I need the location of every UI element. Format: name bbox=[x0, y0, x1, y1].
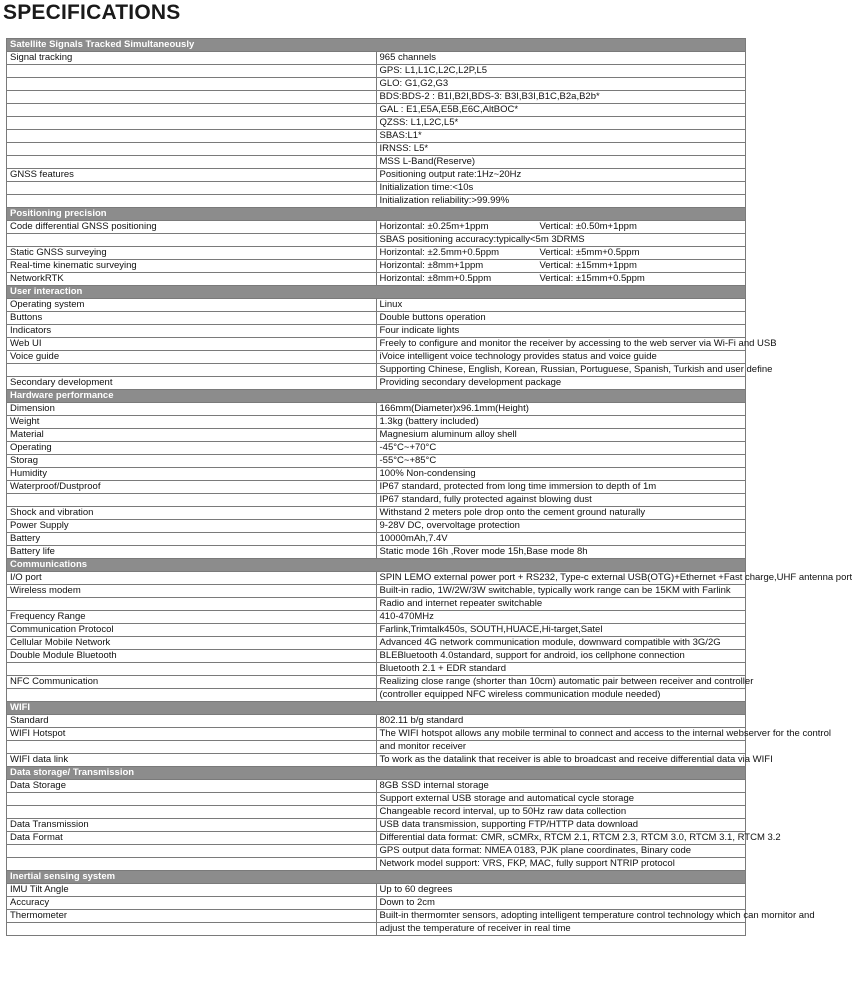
spec-value: GPS output data format: NMEA 0183, PJK plane coordinates, Binary code bbox=[376, 845, 746, 858]
spec-label: Signal tracking bbox=[7, 52, 377, 65]
table-row bbox=[7, 156, 746, 169]
table-row bbox=[7, 273, 746, 286]
spec-value: Static mode 16h ,Rover mode 15h,Base mode 8h bbox=[376, 546, 746, 559]
table-row bbox=[7, 442, 746, 455]
spec-label: Shock and vibration bbox=[7, 507, 377, 520]
spec-value: 410-470MHz bbox=[376, 611, 746, 624]
table-row bbox=[7, 793, 746, 806]
table-row bbox=[7, 299, 746, 312]
table-row bbox=[7, 637, 746, 650]
spec-value: IRNSS: L5* bbox=[376, 143, 746, 156]
spec-label bbox=[7, 806, 377, 819]
section-header bbox=[7, 208, 746, 221]
spec-label: Code differential GNSS positioning bbox=[7, 221, 377, 234]
table-row bbox=[7, 806, 746, 819]
spec-value: 100% Non-condensing bbox=[376, 468, 746, 481]
spec-value: QZSS: L1,L2C,L5* bbox=[376, 117, 746, 130]
table-row bbox=[7, 234, 746, 247]
table-row bbox=[7, 403, 746, 416]
spec-value: 965 channels bbox=[376, 52, 746, 65]
spec-label: Battery bbox=[7, 533, 377, 546]
table-row bbox=[7, 728, 746, 741]
section-header bbox=[7, 559, 746, 572]
section-header bbox=[7, 767, 746, 780]
spec-label: Wireless modem bbox=[7, 585, 377, 598]
spec-value: Initialization time:<10s bbox=[376, 182, 746, 195]
section-header bbox=[7, 39, 746, 52]
spec-label: I/O port bbox=[7, 572, 377, 585]
spec-value-vertical: Vertical: ±15mm+1ppm bbox=[539, 260, 637, 271]
spec-label: Weight bbox=[7, 416, 377, 429]
spec-value: To work as the datalink that receiver is able to broadcast and receive differential data via WIFI bbox=[376, 754, 746, 767]
spec-value: Realizing close range (shorter than 10cm) automatic pair between receiver and controller bbox=[376, 676, 746, 689]
spec-value: BLEBluetooth 4.0standard, support for android, ios cellphone connection bbox=[376, 650, 746, 663]
spec-value: Positioning output rate:1Hz~20Hz bbox=[376, 169, 746, 182]
spec-label: GNSS features bbox=[7, 169, 377, 182]
spec-value-vertical: Vertical: ±5mm+0.5ppm bbox=[539, 247, 640, 258]
spec-value-vertical: Vertical: ±0.50m+1ppm bbox=[539, 221, 637, 232]
spec-label bbox=[7, 663, 377, 676]
table-row bbox=[7, 741, 746, 754]
spec-value: 1.3kg (battery included) bbox=[376, 416, 746, 429]
table-row bbox=[7, 676, 746, 689]
table-row bbox=[7, 351, 746, 364]
spec-label: Battery life bbox=[7, 546, 377, 559]
spec-value: BDS:BDS-2 : B1I,B2I,BDS-3: B3I,B3I,B1C,B2a,B2b* bbox=[376, 91, 746, 104]
table-row bbox=[7, 754, 746, 767]
spec-value: 10000mAh,7.4V bbox=[376, 533, 746, 546]
section-header bbox=[7, 286, 746, 299]
table-row bbox=[7, 481, 746, 494]
spec-label: Storag bbox=[7, 455, 377, 468]
spec-label: Power Supply bbox=[7, 520, 377, 533]
table-row bbox=[7, 533, 746, 546]
section-heading: Satellite Signals Tracked Simultaneously bbox=[7, 39, 746, 52]
spec-value: IP67 standard, fully protected against blowing dust bbox=[376, 494, 746, 507]
table-row bbox=[7, 117, 746, 130]
table-row bbox=[7, 624, 746, 637]
spec-label bbox=[7, 91, 377, 104]
spec-label bbox=[7, 689, 377, 702]
spec-label: Double Module Bluetooth bbox=[7, 650, 377, 663]
spec-label bbox=[7, 117, 377, 130]
table-row bbox=[7, 247, 746, 260]
table-row bbox=[7, 182, 746, 195]
spec-value: Bluetooth 2.1 + EDR standard bbox=[376, 663, 746, 676]
spec-value: Differential data format: CMR, sCMRx, RTCM 2.1, RTCM 2.3, RTCM 3.0, RTCM 3.1, RTCM 3.2 bbox=[376, 832, 746, 845]
spec-label bbox=[7, 78, 377, 91]
spec-label bbox=[7, 104, 377, 117]
table-row bbox=[7, 507, 746, 520]
section-heading: Communications bbox=[7, 559, 746, 572]
spec-value: Four indicate lights bbox=[376, 325, 746, 338]
spec-value: Withstand 2 meters pole drop onto the cement ground naturally bbox=[376, 507, 746, 520]
table-row bbox=[7, 455, 746, 468]
spec-label: WIFI data link bbox=[7, 754, 377, 767]
spec-value: GLO: G1,G2,G3 bbox=[376, 78, 746, 91]
spec-label bbox=[7, 364, 377, 377]
spec-value: Magnesium aluminum alloy shell bbox=[376, 429, 746, 442]
table-row bbox=[7, 52, 746, 65]
table-row bbox=[7, 884, 746, 897]
spec-label: Real-time kinematic surveying bbox=[7, 260, 377, 273]
spec-value: The WIFI hotspot allows any mobile terminal to connect and access to the internal webserver for the control bbox=[376, 728, 746, 741]
table-row bbox=[7, 689, 746, 702]
specifications-table bbox=[6, 38, 852, 936]
table-row bbox=[7, 520, 746, 533]
section-header bbox=[7, 702, 746, 715]
table-row bbox=[7, 585, 746, 598]
spec-label: WIFI Hotspot bbox=[7, 728, 377, 741]
spec-label: Static GNSS surveying bbox=[7, 247, 377, 260]
table-row bbox=[7, 104, 746, 117]
table-row bbox=[7, 91, 746, 104]
spec-value: Down to 2cm bbox=[376, 897, 746, 910]
spec-value-vertical: Vertical: ±15mm+0.5ppm bbox=[539, 273, 645, 284]
spec-value: Up to 60 degrees bbox=[376, 884, 746, 897]
spec-value: 166mm(Diameter)x96.1mm(Height) bbox=[376, 403, 746, 416]
table-row bbox=[7, 494, 746, 507]
spec-value bbox=[376, 260, 746, 273]
table-row bbox=[7, 377, 746, 390]
spec-value: Built-in radio, 1W/2W/3W switchable, typically work range can be 15KM with Farlink bbox=[376, 585, 746, 598]
spec-label bbox=[7, 845, 377, 858]
section-heading: Hardware performance bbox=[7, 390, 746, 403]
table-row bbox=[7, 416, 746, 429]
spec-label: Waterproof/Dustproof bbox=[7, 481, 377, 494]
spec-label bbox=[7, 793, 377, 806]
spec-value: adjust the temperature of receiver in real time bbox=[376, 923, 746, 936]
spec-value: Providing secondary development package bbox=[376, 377, 746, 390]
spec-label bbox=[7, 494, 377, 507]
spec-value: Advanced 4G network communication module, downward compatible with 3G/2G bbox=[376, 637, 746, 650]
spec-value: Network model support: VRS, FKP, MAC, fully support NTRIP protocol bbox=[376, 858, 746, 871]
section-heading: Data storage/ Transmission bbox=[7, 767, 746, 780]
spec-value: USB data transmission, supporting FTP/HTTP data download bbox=[376, 819, 746, 832]
spec-label: Secondary development bbox=[7, 377, 377, 390]
spec-value: 8GB SSD internal storage bbox=[376, 780, 746, 793]
spec-value: and monitor receiver bbox=[376, 741, 746, 754]
section-heading: Inertial sensing system bbox=[7, 871, 746, 884]
spec-label: Data Format bbox=[7, 832, 377, 845]
spec-value: Changeable record interval, up to 50Hz raw data collection bbox=[376, 806, 746, 819]
table-row bbox=[7, 325, 746, 338]
table-row bbox=[7, 221, 746, 234]
spec-label bbox=[7, 923, 377, 936]
table-row bbox=[7, 143, 746, 156]
spec-label: Data Storage bbox=[7, 780, 377, 793]
spec-label: Material bbox=[7, 429, 377, 442]
spec-label: Web UI bbox=[7, 338, 377, 351]
spec-value: 802.11 b/g standard bbox=[376, 715, 746, 728]
spec-label: Cellular Mobile Network bbox=[7, 637, 377, 650]
table-row bbox=[7, 780, 746, 793]
spec-label: Frequency Range bbox=[7, 611, 377, 624]
table-row bbox=[7, 260, 746, 273]
table-row bbox=[7, 429, 746, 442]
table-row bbox=[7, 130, 746, 143]
table-row bbox=[7, 572, 746, 585]
spec-value: -45°C~+70°C bbox=[376, 442, 746, 455]
spec-label: Thermometer bbox=[7, 910, 377, 923]
spec-value bbox=[376, 247, 746, 260]
spec-label bbox=[7, 858, 377, 871]
section-header bbox=[7, 871, 746, 884]
spec-label: Accuracy bbox=[7, 897, 377, 910]
table-row bbox=[7, 910, 746, 923]
spec-label: NFC Communication bbox=[7, 676, 377, 689]
section-heading: WIFI bbox=[7, 702, 746, 715]
table-row bbox=[7, 611, 746, 624]
spec-label: IMU Tilt Angle bbox=[7, 884, 377, 897]
spec-value: Farlink,Trimtalk450s, SOUTH,HUACE,Hi-target,Satel bbox=[376, 624, 746, 637]
spec-value: GAL : E1,E5A,E5B,E6C,AltBOC* bbox=[376, 104, 746, 117]
spec-label bbox=[7, 182, 377, 195]
spec-value: iVoice intelligent voice technology provides status and voice guide bbox=[376, 351, 746, 364]
spec-value-horizontal: Horizontal: ±8mm+1ppm bbox=[379, 260, 484, 271]
spec-label: Operating bbox=[7, 442, 377, 455]
table-row bbox=[7, 923, 746, 936]
spec-value: SBAS:L1* bbox=[376, 130, 746, 143]
spec-value: IP67 standard, protected from long time immersion to depth of 1m bbox=[376, 481, 746, 494]
table-row bbox=[7, 65, 746, 78]
spec-value: Double buttons operation bbox=[376, 312, 746, 325]
spec-label: Humidity bbox=[7, 468, 377, 481]
table-row bbox=[7, 845, 746, 858]
spec-label: Buttons bbox=[7, 312, 377, 325]
spec-value: Support external USB storage and automatical cycle storage bbox=[376, 793, 746, 806]
table-row bbox=[7, 832, 746, 845]
table-row bbox=[7, 312, 746, 325]
spec-value: Radio and internet repeater switchable bbox=[376, 598, 746, 611]
table-row bbox=[7, 468, 746, 481]
spec-label bbox=[7, 598, 377, 611]
spec-value: MSS L-Band(Reserve) bbox=[376, 156, 746, 169]
spec-value: SPIN LEMO external power port + RS232, Type-c external USB(OTG)+Ethernet +Fast charge,UHF antenna port bbox=[376, 572, 746, 585]
table-row bbox=[7, 858, 746, 871]
page-title: SPECIFICATIONS bbox=[3, 1, 181, 24]
table-row bbox=[7, 715, 746, 728]
spec-label: Operating system bbox=[7, 299, 377, 312]
spec-label bbox=[7, 156, 377, 169]
spec-value: -55°C~+85°C bbox=[376, 455, 746, 468]
table-row bbox=[7, 364, 746, 377]
spec-label bbox=[7, 65, 377, 78]
spec-label: Indicators bbox=[7, 325, 377, 338]
table-row bbox=[7, 663, 746, 676]
section-heading: Positioning precision bbox=[7, 208, 746, 221]
spec-value: GPS: L1,L1C,L2C,L2P,L5 bbox=[376, 65, 746, 78]
table-row bbox=[7, 650, 746, 663]
spec-label bbox=[7, 195, 377, 208]
table-row bbox=[7, 546, 746, 559]
section-heading: User interaction bbox=[7, 286, 746, 299]
table-row bbox=[7, 598, 746, 611]
spec-label: Communication Protocol bbox=[7, 624, 377, 637]
spec-value: Supporting Chinese, English, Korean, Russian, Portuguese, Spanish, Turkish and user define bbox=[376, 364, 746, 377]
spec-value: (controller equipped NFC wireless communication module needed) bbox=[376, 689, 746, 702]
table-row bbox=[7, 78, 746, 91]
spec-label: Standard bbox=[7, 715, 377, 728]
table-row bbox=[7, 338, 746, 351]
spec-label bbox=[7, 130, 377, 143]
spec-label: Data Transmission bbox=[7, 819, 377, 832]
table-row bbox=[7, 195, 746, 208]
spec-value: Freely to configure and monitor the receiver by accessing to the web server via Wi-Fi and USB bbox=[376, 338, 746, 351]
spec-label: Dimension bbox=[7, 403, 377, 416]
table-row bbox=[7, 169, 746, 182]
section-header bbox=[7, 390, 746, 403]
spec-value bbox=[376, 273, 746, 286]
spec-value: 9-28V DC, overvoltage protection bbox=[376, 520, 746, 533]
table-row bbox=[7, 819, 746, 832]
spec-value: SBAS positioning accuracy:typically<5m 3DRMS bbox=[376, 234, 746, 247]
spec-value-horizontal: Horizontal: ±2.5mm+0.5ppm bbox=[379, 247, 500, 258]
spec-label bbox=[7, 741, 377, 754]
spec-value: Built-in thermomter sensors, adopting intelligent temperature control technology which can mornitor and bbox=[376, 910, 746, 923]
spec-value: Linux bbox=[376, 299, 746, 312]
table-row bbox=[7, 897, 746, 910]
spec-label bbox=[7, 143, 377, 156]
spec-value-horizontal: Horizontal: ±0.25m+1ppm bbox=[379, 221, 489, 232]
spec-value bbox=[376, 221, 746, 234]
spec-value-horizontal: Horizontal: ±8mm+0.5ppm bbox=[379, 273, 492, 284]
spec-label bbox=[7, 234, 377, 247]
spec-label: Voice guide bbox=[7, 351, 377, 364]
spec-label: NetworkRTK bbox=[7, 273, 377, 286]
spec-value: Initialization reliability:>99.99% bbox=[376, 195, 746, 208]
